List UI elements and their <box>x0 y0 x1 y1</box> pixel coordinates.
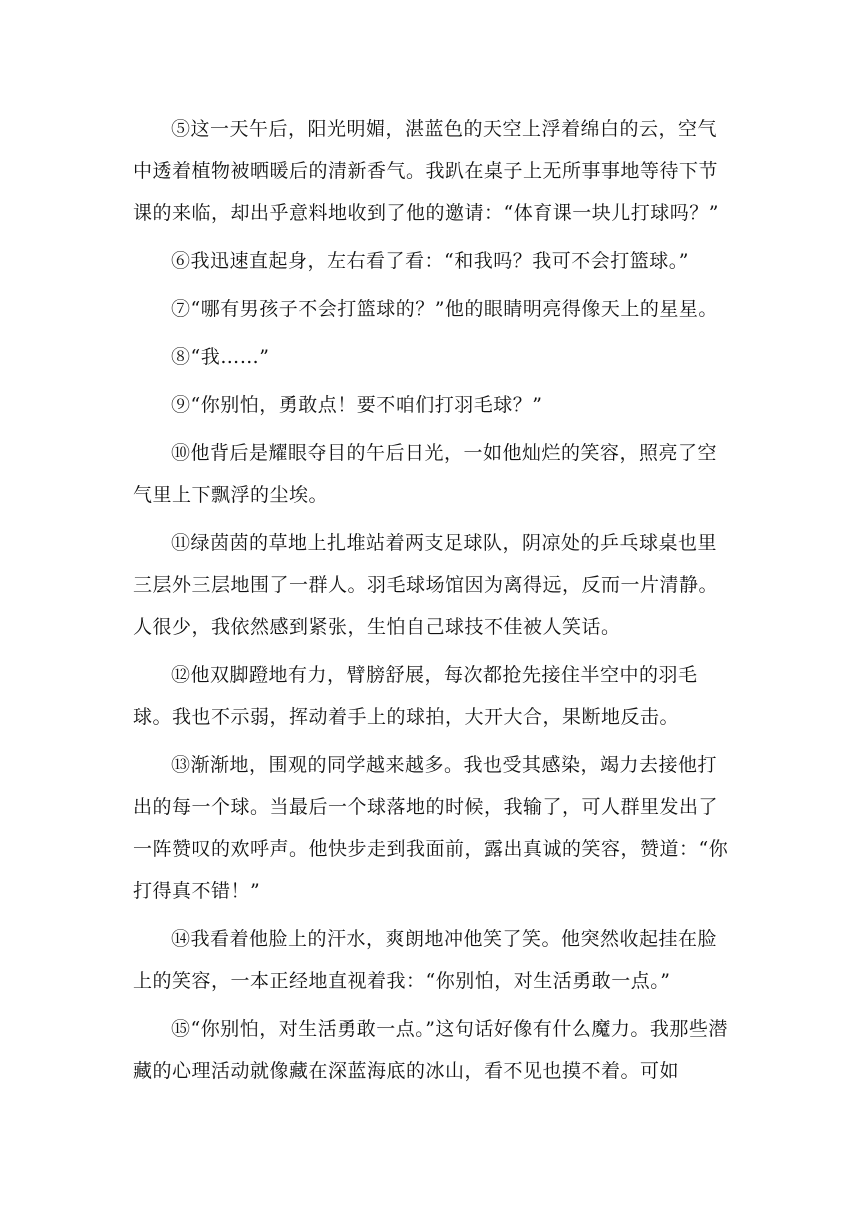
paragraph-8: ⑧“我……” <box>171 346 270 368</box>
paragraph-7: ⑦“哪有男孩子不会打篮球的？”他的眼睛明亮得像天上的星星。 <box>171 298 718 320</box>
paragraph-6: ⑥我迅速直起身，左右看了看：“和我吗？我可不会打篮球。” <box>171 250 689 272</box>
document-body <box>133 108 733 1092</box>
paragraph-10: ⑩他背后是耀眼夺目的午后日光，一如他灿烂的笑容，照亮了空气里上下飘浮的尘埃。 <box>133 442 718 506</box>
paragraph-9: ⑨“你别怕，勇敢点！要不咱们打羽毛球？” <box>171 394 543 416</box>
paragraph-14: ⑭我看着他脸上的汗水，爽朗地冲他笑了笑。他突然收起挂在脸上的笑容，一本正经地直视着我：“你别怕，对生活勇敢一点。” <box>133 928 718 992</box>
paragraph-5: ⑤这一天午后，阳光明媚，湛蓝色的天空上浮着绵白的云，空气中透着植物被晒暖后的清新香气。我趴在桌子上无所事事地等待下节课的来临，却出乎意料地收到了他的邀请：“体育课一块儿打球吗？” <box>133 118 719 224</box>
paragraph-13: ⑬渐渐地，围观的同学越来越多。我也受其感染，竭力去接他打出的每一个球。当最后一个球落地的时候，我输了，可人群里发出了一阵赞叹的欢呼声。他快步走到我面前，露出真诚的笑容，赞道：“你打得真不错！” <box>133 754 729 902</box>
paragraph-11: ⑪绿茵茵的草地上扎堆站着两支足球队，阴凉处的乒乓球桌也里三层外三层地围了一群人。羽毛球场馆因为离得远，反而一片清静。人很少，我依然感到紧张，生怕自己球技不佳被人笑话。 <box>133 532 719 638</box>
paragraph-12: ⑫他双脚蹬地有力，臂膀舒展，每次都抢先接住半空中的羽毛球。我也不示弱，挥动着手上的球拍，大开大合，果断地反击。 <box>133 664 698 728</box>
paragraph-15: ⑮“你别怕，对生活勇敢一点。”这句话好像有什么魔力。我那些潜藏的心理活动就像藏在深蓝海底的冰山，看不见也摸不着。可如 <box>133 1018 728 1082</box>
